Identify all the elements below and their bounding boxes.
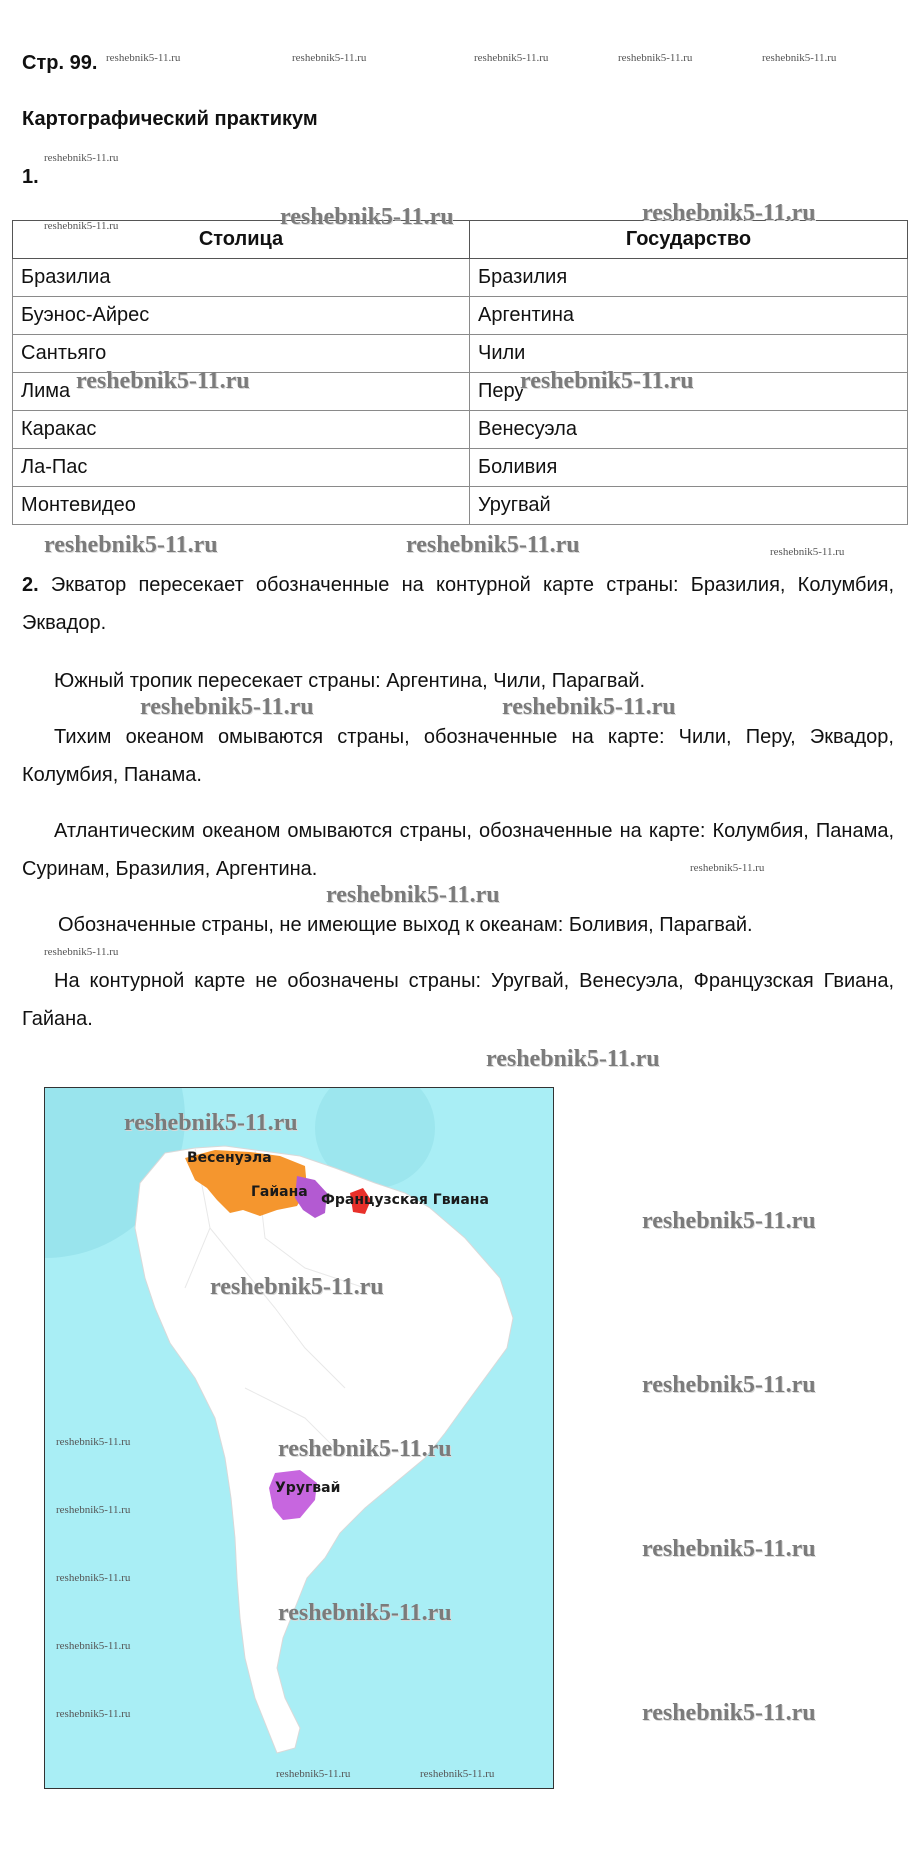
country-cell: Чили bbox=[470, 335, 908, 373]
label-french-guiana: Французская Гвиана bbox=[321, 1192, 489, 1208]
country-cell: Венесуэла bbox=[470, 411, 908, 449]
watermark: reshebnik5-11.ru bbox=[642, 1700, 816, 1726]
watermark: reshebnik5-11.ru bbox=[770, 546, 845, 558]
watermark: reshebnik5-11.ru bbox=[406, 532, 580, 558]
watermark: reshebnik5-11.ru bbox=[278, 1436, 452, 1462]
watermark: reshebnik5-11.ru bbox=[56, 1504, 131, 1516]
header-capital: Столица bbox=[13, 221, 470, 259]
watermark: reshebnik5-11.ru bbox=[210, 1274, 384, 1300]
watermark: reshebnik5-11.ru bbox=[486, 1046, 660, 1072]
watermark: reshebnik5-11.ru bbox=[420, 1768, 495, 1780]
capital-cell: Бразилиа bbox=[13, 259, 470, 297]
capital-cell: Монтевидео bbox=[13, 487, 470, 525]
watermark: reshebnik5-11.ru bbox=[106, 52, 181, 64]
watermark: reshebnik5-11.ru bbox=[140, 694, 314, 720]
table-row bbox=[13, 259, 908, 297]
table-row bbox=[13, 297, 908, 335]
country-cell: Перу bbox=[470, 373, 908, 411]
watermark: reshebnik5-11.ru bbox=[474, 52, 549, 64]
task-2-paragraph-6: На контурной карте не обозначены страны: Уругвай, Венесуэла, Французская Гвиана, Гайана. bbox=[22, 970, 894, 1030]
task-2-paragraph-1 bbox=[22, 566, 894, 642]
capital-cell: Каракас bbox=[13, 411, 470, 449]
watermark: reshebnik5-11.ru bbox=[56, 1708, 131, 1720]
watermark: reshebnik5-11.ru bbox=[56, 1436, 131, 1448]
watermark: reshebnik5-11.ru bbox=[642, 200, 816, 226]
capital-cell: Лима bbox=[13, 373, 470, 411]
watermark: reshebnik5-11.ru bbox=[44, 946, 119, 958]
label-uruguay: Уругвай bbox=[275, 1480, 341, 1496]
watermark: reshebnik5-11.ru bbox=[502, 694, 676, 720]
country-cell: Бразилия bbox=[470, 259, 908, 297]
watermark: reshebnik5-11.ru bbox=[642, 1536, 816, 1562]
task-2-paragraph-2: Южный тропик пересекает страны: Аргентина, Чили, Парагвай. bbox=[54, 670, 646, 692]
capital-cell: Буэнос-Айрес bbox=[13, 297, 470, 335]
task-1-number: 1. bbox=[22, 166, 39, 188]
task-2-paragraph-4: Атлантическим океаном омываются страны, обозначенные на карте: Колумбия, Панама, Суринам, Бразилия, Аргентина. bbox=[22, 820, 894, 880]
task-2-number: 2. bbox=[22, 574, 39, 596]
country-cell: Аргентина bbox=[470, 297, 908, 335]
task-2-paragraph-5: Обозначенные страны, не имеющие выход к океанам: Боливия, Парагвай. bbox=[58, 914, 753, 936]
table-row bbox=[13, 411, 908, 449]
capital-cell: Ла-Пас bbox=[13, 449, 470, 487]
table-row bbox=[13, 487, 908, 525]
watermark: reshebnik5-11.ru bbox=[292, 52, 367, 64]
section-title: Картографический практикум bbox=[22, 108, 318, 130]
label-guyana: Гайана bbox=[251, 1184, 308, 1200]
watermark: reshebnik5-11.ru bbox=[76, 368, 250, 394]
watermark: reshebnik5-11.ru bbox=[124, 1110, 298, 1136]
task-2-text-1: Экватор пересекает обозначенные на контурной карте страны: Бразилия, Колумбия, Эквадор. bbox=[22, 574, 894, 634]
watermark: reshebnik5-11.ru bbox=[276, 1768, 351, 1780]
watermark: reshebnik5-11.ru bbox=[280, 204, 454, 230]
watermark: reshebnik5-11.ru bbox=[44, 152, 119, 164]
country-cell: Боливия bbox=[470, 449, 908, 487]
watermark: reshebnik5-11.ru bbox=[56, 1572, 131, 1584]
table-row bbox=[13, 449, 908, 487]
watermark: reshebnik5-11.ru bbox=[326, 882, 500, 908]
country-cell: Уругвай bbox=[470, 487, 908, 525]
capital-cell: Сантьяго bbox=[13, 335, 470, 373]
page-label: Стр. 99. bbox=[22, 52, 98, 74]
watermark: reshebnik5-11.ru bbox=[618, 52, 693, 64]
watermark: reshebnik5-11.ru bbox=[44, 220, 119, 232]
watermark: reshebnik5-11.ru bbox=[762, 52, 837, 64]
watermark: reshebnik5-11.ru bbox=[520, 368, 694, 394]
label-venezuela: Весенуэла bbox=[187, 1150, 272, 1166]
header-country: Государство bbox=[470, 221, 908, 259]
watermark: reshebnik5-11.ru bbox=[56, 1640, 131, 1652]
watermark: reshebnik5-11.ru bbox=[690, 862, 765, 874]
table-row bbox=[13, 335, 908, 373]
watermark: reshebnik5-11.ru bbox=[44, 532, 218, 558]
task-2-paragraph-3: Тихим океаном омываются страны, обозначенные на карте: Чили, Перу, Эквадор, Колумбия, Панама. bbox=[22, 726, 894, 786]
watermark: reshebnik5-11.ru bbox=[642, 1372, 816, 1398]
watermark: reshebnik5-11.ru bbox=[278, 1600, 452, 1626]
watermark: reshebnik5-11.ru bbox=[642, 1208, 816, 1234]
